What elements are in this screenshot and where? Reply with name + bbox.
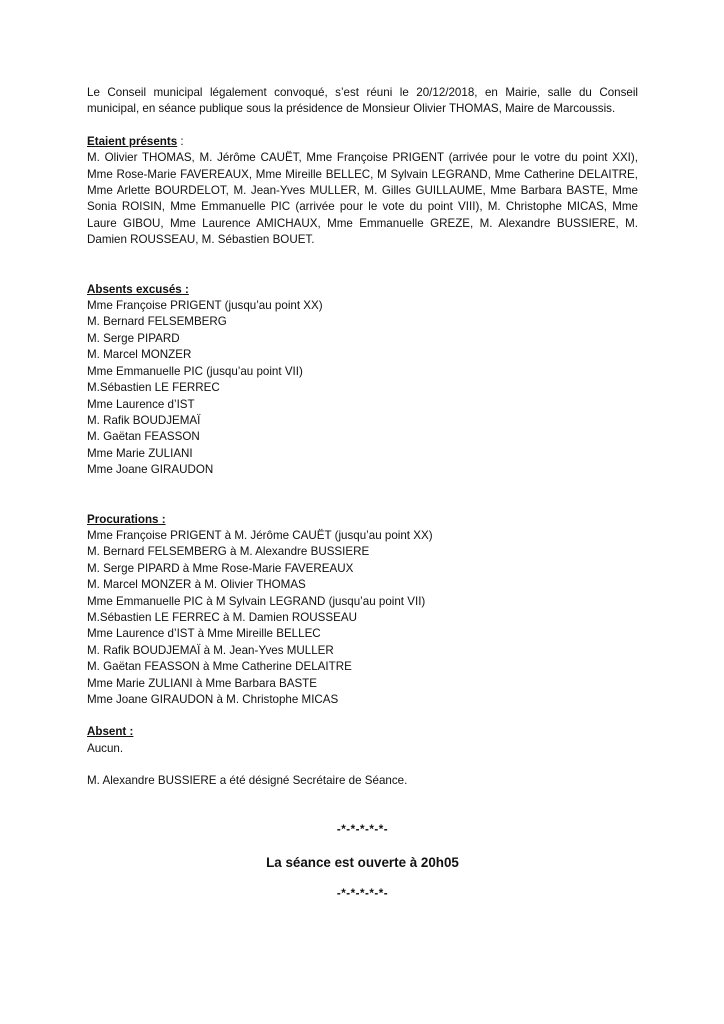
presents-section [87,134,638,150]
procurations-list [87,528,638,708]
absent-excuse-item: M. Serge PIPARD [87,331,180,345]
procuration-item: M.Sébastien LE FERREC à M. Damien ROUSSEAU [87,610,357,624]
procuration-item: Mme Joane GIRAUDON à M. Christophe MICAS [87,693,339,706]
absent-excuse-item: M. Marcel MONZER [87,348,192,362]
presents-list: M. Olivier THOMAS, M. Jérôme CAUËT, Mme Françoise PRIGENT (arrivée pour le votre du point XXI), Mme Rose-Marie FAVEREAUX, Mme Mireille BELLEC, M Sylvain LEGRAND, Mme Catherine DELAITRE, Mme Arlette BOURDELOT, M. Jean-Yves MULLER, M. Gilles GUILLAUME, Mme Barbara BASTE, Mme Sonia ROISIN, Mme Emmanuelle PIC (arrivée pour le vote du point VIII), M. Christophe MICAS, Mme Laure GIBOU, Mme Laurence AMICHAUX, Mme Emmanuelle GREZE, M. Alexandre BUSSIERE, M. Damien ROUSSEAU, M. Sébastien BOUET. [87,151,638,247]
absent-excuse-item: M.Sébastien LE FERREC [87,381,220,395]
session-opening: La séance est ouverte à 20h05 [266,855,459,871]
procuration-item: M. Bernard FELSEMBERG à M. Alexandre BUSSIERE [87,545,370,559]
separator-bottom: -*-*-*-*-*- [336,887,389,901]
procuration-item: M. Rafik BOUDJEMAÏ à M. Jean-Yves MULLER [87,643,334,657]
secretary-designation: M. Alexandre BUSSIERE a été désigné Secrétaire de Séance. [87,774,408,788]
procurations-title: Procurations : [87,512,166,526]
absent-excuse-item: M. Bernard FELSEMBERG [87,315,227,329]
intro-paragraph: Le Conseil municipal légalement convoqué, s’est réuni le 20/12/2018, en Mairie, salle du Conseil municipal, en séance publique sous la présidence de Monsieur Olivier THOMAS, Maire de Marcoussis. [87,86,638,116]
procuration-item: M. Serge PIPARD à Mme Rose-Marie FAVEREAUX [87,561,354,575]
procuration-item: Mme Laurence d’IST à Mme Mireille BELLEC [87,627,321,641]
procuration-item: M. Marcel MONZER à M. Olivier THOMAS [87,578,306,592]
procuration-item: Mme Françoise PRIGENT à M. Jérôme CAUËT (jusqu’au point XX) [87,528,433,542]
absents-excuses-list [87,298,638,478]
absent-value: Aucun. [87,741,124,755]
procuration-item: Mme Emmanuelle PIC à M Sylvain LEGRAND (jusqu’au point VII) [87,594,426,608]
absents-excuses-title: Absents excusés : [87,282,189,296]
absent-excuse-item: Mme Françoise PRIGENT (jusqu’au point XX) [87,299,323,313]
procuration-item: Mme Marie ZULIANI à Mme Barbara BASTE [87,676,318,690]
procuration-item: M. Gaëtan FEASSON à Mme Catherine DELAITRE [87,660,352,674]
presents-title: Etaient présents [87,134,178,148]
absent-excuse-item: Mme Emmanuelle PIC (jusqu’au point VII) [87,364,303,378]
separator-top: -*-*-*-*-*- [336,822,389,836]
absent-excuse-item: M. Rafik BOUDJEMAÏ [87,413,201,427]
absent-excuse-item: Mme Marie ZULIANI [87,446,193,460]
presents-title-suffix: : [177,134,184,148]
absent-excuse-item: M. Gaëtan FEASSON [87,430,200,444]
absent-title: Absent : [87,725,134,739]
absent-excuse-item: Mme Joane GIRAUDON [87,463,214,477]
document-page [87,85,638,902]
absent-excuse-item: Mme Laurence d’IST [87,397,195,411]
